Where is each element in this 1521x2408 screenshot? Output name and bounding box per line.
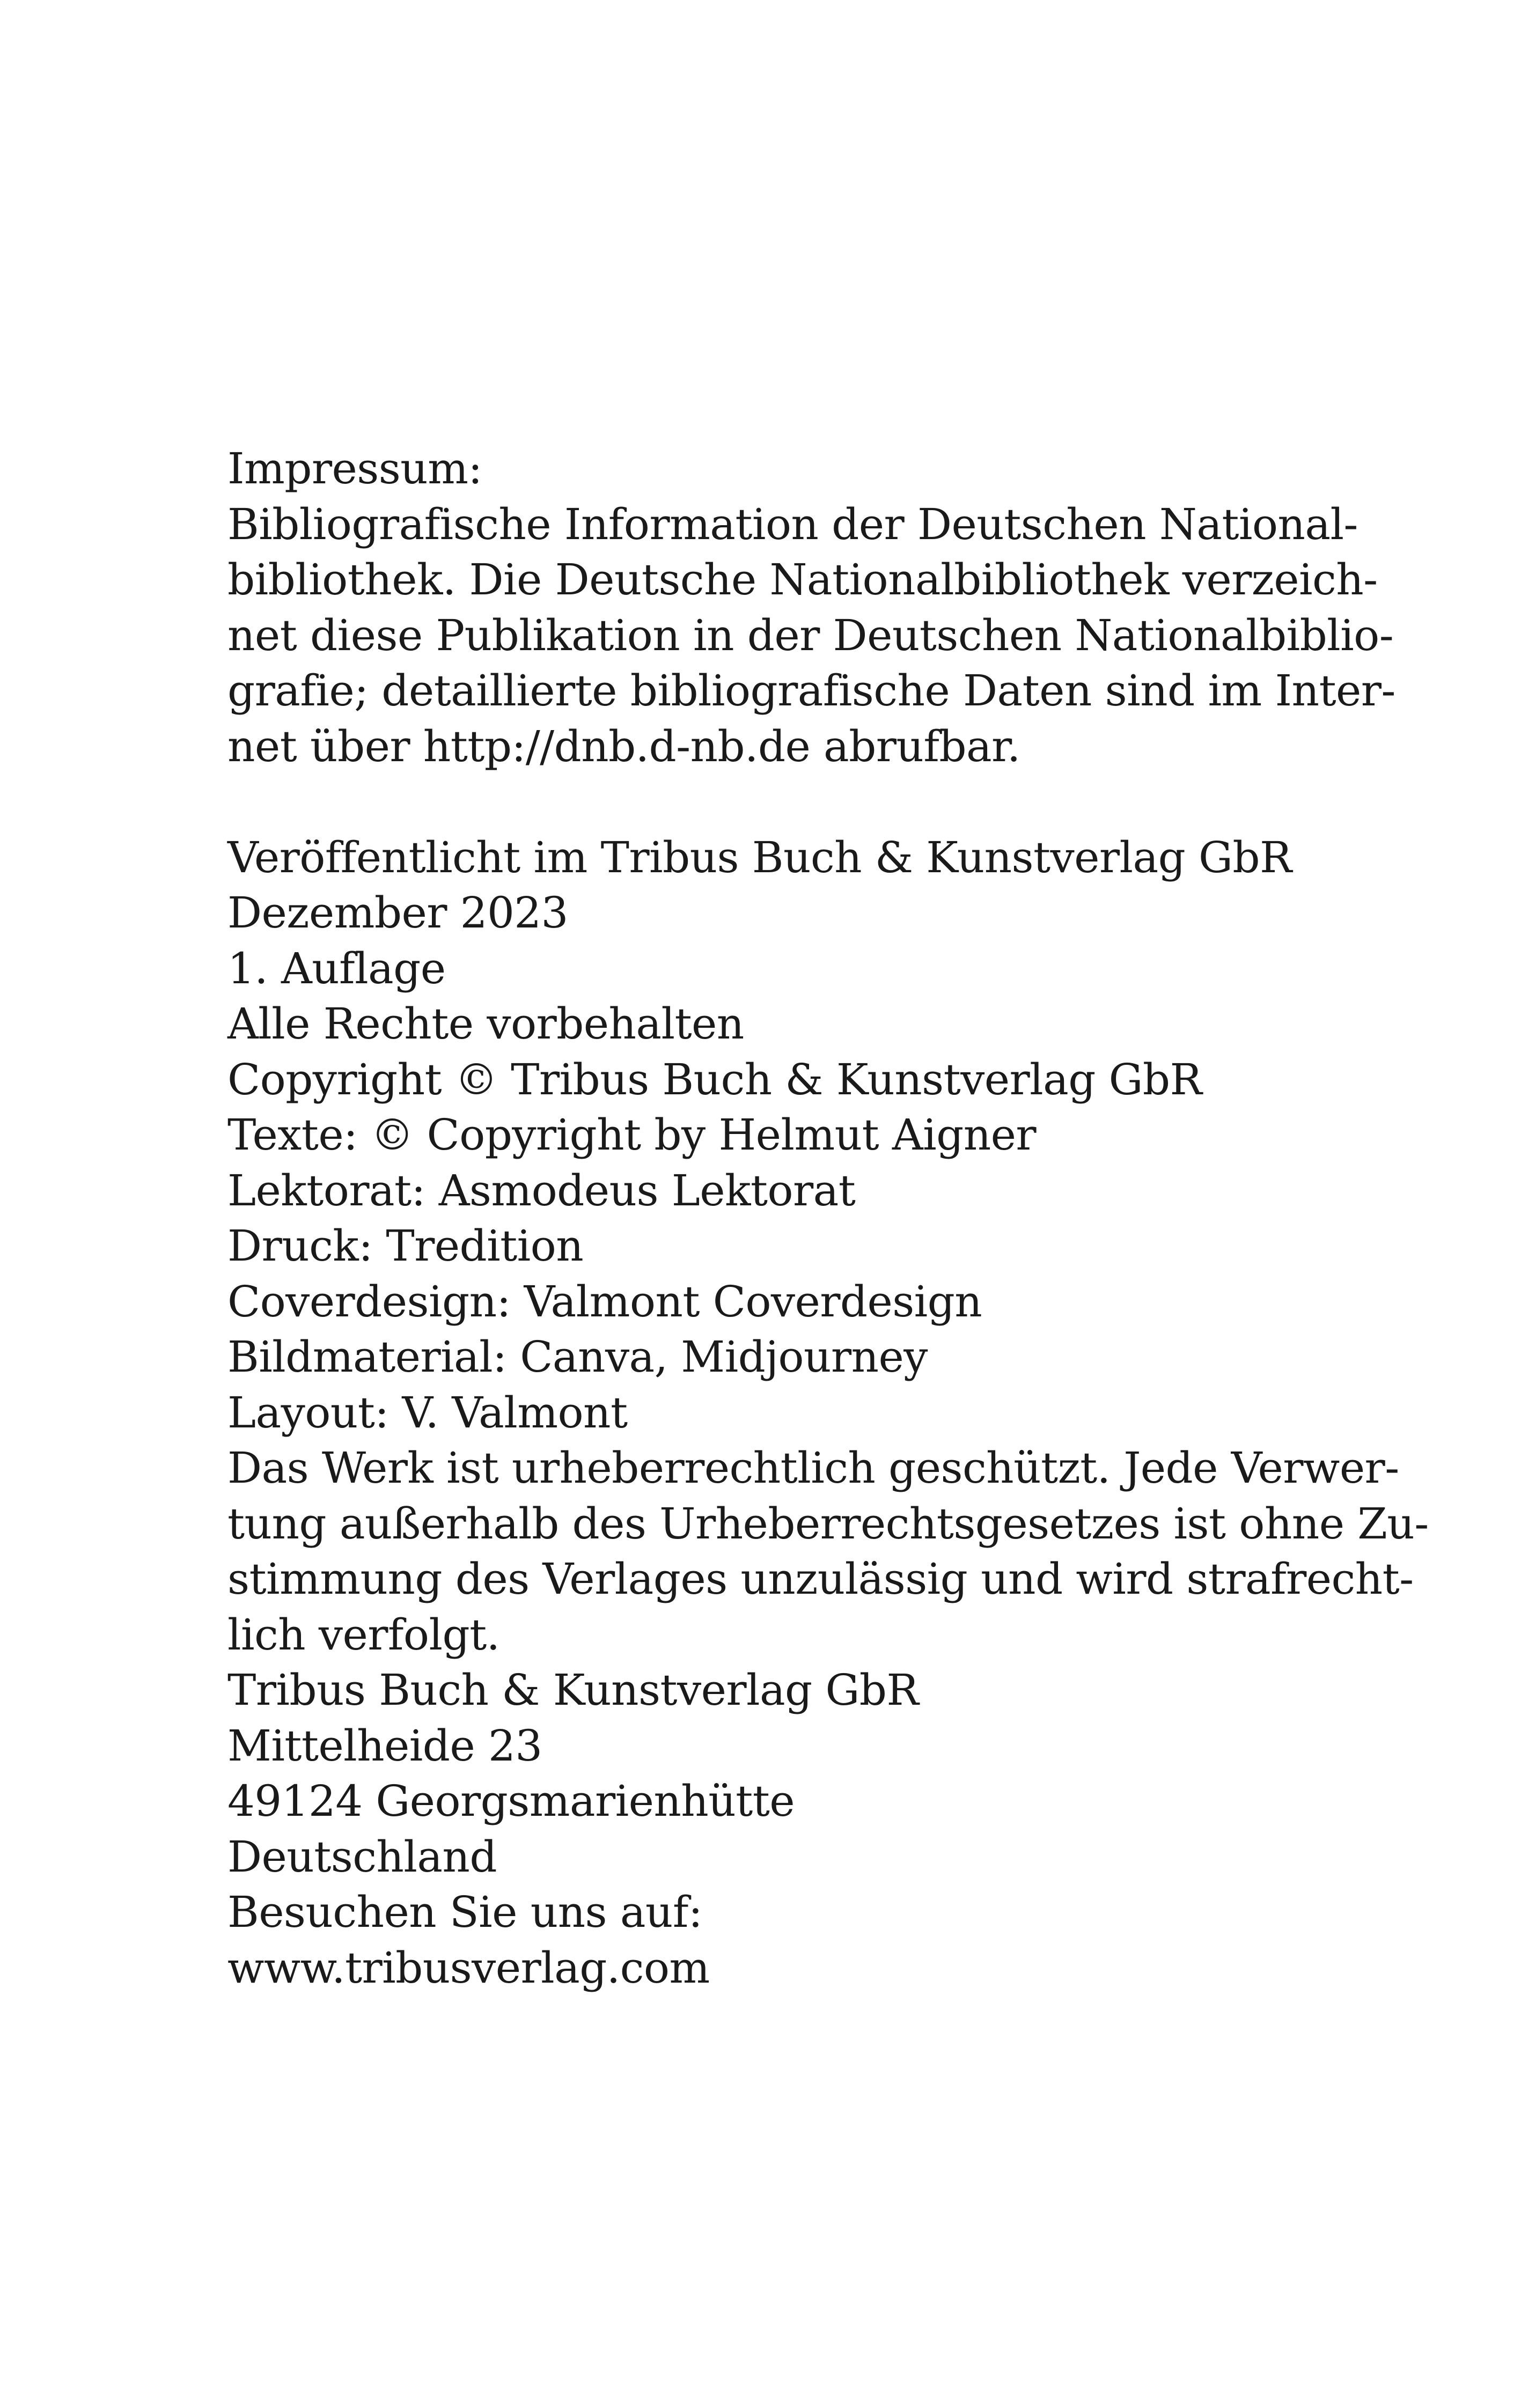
visit-us-label: Besuchen Sie uns auf: bbox=[227, 1887, 703, 1937]
legal-notice-line: Das Werk ist urheberrechtlich geschützt. Jede Verwer- bbox=[227, 1443, 1399, 1493]
paragraph-gap bbox=[227, 774, 1300, 830]
editing-credit: Lektorat: Asmodeus Lektorat bbox=[227, 1165, 856, 1216]
publisher-country: Deutschland bbox=[227, 1831, 497, 1882]
bibliographic-info-line: net über http://dnb.d-nb.de abrufbar. bbox=[227, 721, 1020, 771]
publisher-city: 49124 Georgsmarienhütte bbox=[227, 1776, 795, 1826]
imprint-text-block bbox=[227, 441, 1429, 1995]
edition: 1. Auflage bbox=[227, 943, 446, 993]
publisher-name: Tribus Buch & Kunstverlag GbR bbox=[227, 1665, 919, 1715]
legal-notice-line: stimmung des Verlages unzulässig und wird strafrecht- bbox=[227, 1554, 1414, 1604]
published-by: Veröffentlicht im Tribus Buch & Kunstverlag GbR bbox=[227, 832, 1292, 882]
bibliographic-info-line: net diese Publikation in der Deutschen Nationalbiblio- bbox=[227, 610, 1394, 660]
print-credit: Druck: Tredition bbox=[227, 1221, 584, 1271]
legal-notice-line: lich verfolgt. bbox=[227, 1609, 500, 1660]
layout-credit: Layout: V. Valmont bbox=[227, 1387, 628, 1438]
publisher-street: Mittelheide 23 bbox=[227, 1720, 542, 1771]
bibliographic-info-line: grafie; detaillierte bibliografische Daten sind im Inter- bbox=[227, 666, 1395, 716]
image-material-credit: Bildmaterial: Canva, Midjourney bbox=[227, 1332, 928, 1382]
text-copyright: Texte: © Copyright by Helmut Aigner bbox=[227, 1110, 1037, 1160]
publication-date: Dezember 2023 bbox=[227, 888, 568, 938]
legal-notice-line: tung außerhalb des Urheberrechtsgesetzes ist ohne Zu- bbox=[227, 1498, 1429, 1549]
website-url: www.tribusverlag.com bbox=[227, 1942, 710, 1993]
copyright-notice: Copyright © Tribus Buch & Kunstverlag GbR bbox=[227, 1054, 1202, 1104]
rights-reserved: Alle Rechte vorbehalten bbox=[227, 999, 744, 1049]
imprint-heading: Impressum: bbox=[227, 444, 482, 494]
bibliographic-info-line: Bibliografische Information der Deutschen National- bbox=[227, 499, 1358, 549]
bibliographic-info-line: bibliothek. Die Deutsche Nationalbibliothek verzeich- bbox=[227, 555, 1378, 605]
cover-design-credit: Coverdesign: Valmont Coverdesign bbox=[227, 1276, 982, 1327]
